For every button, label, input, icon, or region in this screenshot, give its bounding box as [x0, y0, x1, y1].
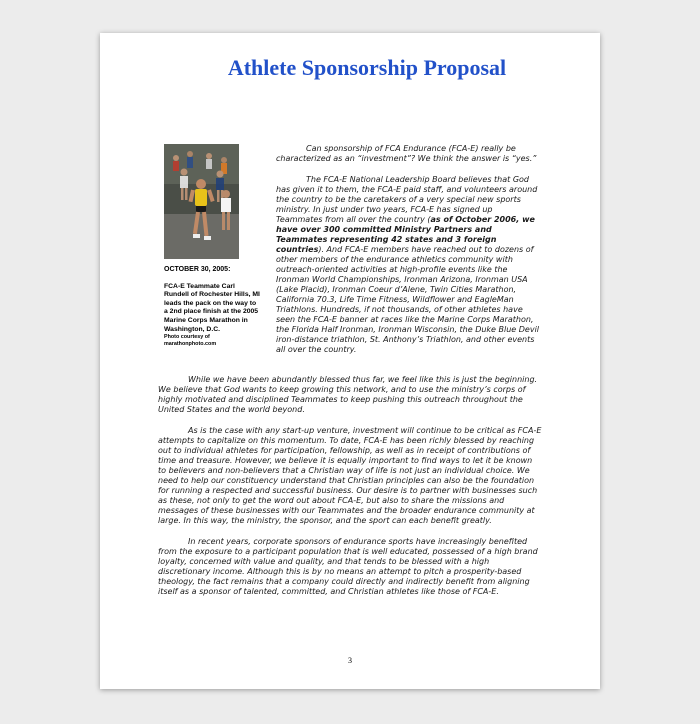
runners-image: [164, 144, 239, 259]
photo-caption: [164, 266, 260, 347]
paragraph-investment-critical: As is the case with any start-up venture, investment will continue to be critical as FCA-E attempts to capitalize on this momentum. To date, FCA-E has been richly blessed by reaching out to individual athletes for participation, fellowship, as well as in receipt of contributions of time and treasure. However, we believe it is equally important to find ways to let it be known to believers and non-believers that a Christian way of life is not just an individual choice. We need to help our constituency understand that Christian principles can also be the foundation for running a respected and successful business. Our desire is to partner with businesses such as these, not only to get the word out about FCA-E, but also to share the missions and messages of these businesses with our Teammates and the broader endurance community at large. In this way, the ministry, the sponsor, and the sport can each benefit greatly.: [158, 426, 542, 525]
paragraph-leadership-board-intro: The FCA-E National Leadership Board believes that God has given it to them, the FCA-E paid staff, and volunteers around the country to be the caretakers of a very special new sports ministry. In just under two years, FCA-E has signed up Teammates from all over the country (: [276, 175, 538, 224]
paragraph-membership-stats: as of October 2006, we have over 300 committed Ministry Partners and Teammates representing 42 states and 3 foreign countries: [276, 215, 535, 254]
paragraph-leadership-board: [276, 175, 541, 355]
document-title: Athlete Sponsorship Proposal: [227, 55, 507, 80]
right-column-text: [276, 144, 541, 366]
marathon-photo: [164, 144, 239, 259]
paragraph-corporate-sponsors: In recent years, corporate sponsors of endurance sports have increasingly benefited from the exposure to a participant population that is well educated, possessed of a high brand loyalty, concerned with value and quality, and that tends to be blessed with a high discretionary income. Although this is by no means an attempt to pitch a prosperity-based theology, the fact remains that a company could directly and indirectly benefit from aligning itself as a sponsor of talented, committed, and Christian athletes like those of FCA-E.: [158, 537, 538, 596]
caption-date: OCTOBER 30, 2005:: [164, 266, 231, 273]
caption-credit: Photo courtesy of marathonphoto.com: [164, 334, 217, 347]
paragraph-leadership-board-events: ). And FCA-E members have reached out to dozens of other members of the endurance athletics community with outreach-oriented activities at high-profile events like the Ironman World Championships, Ironman Arizona, Ironman USA (Lake Placid), Ironman Coeur d’Alene, Twin Cities Marathon, California 70.3, Life Time Fitness, Wildflower and EagleMan Triathlons. Hundreds, if not thousands, of other athletes have seen the FCA-E banner at races like the Marine Corps Marathon, the Florida Half Ironman, Ironman Wisconsin, the Duke Blue Devil iron-distance triathlon, St. Anthony’s Triathlon, and other events all over the country.: [276, 245, 540, 354]
caption-text: FCA-E Teammate Carl Rundell of Rochester Hills, MI leads the pack on the way to a 2nd place finish at the 2005 Marine Corps Marathon in Washington, D.C.: [164, 282, 260, 333]
paragraph-investment: Can sponsorship of FCA Endurance (FCA-E) really be characterized as an “investment”? We think the answer is “yes.”: [276, 144, 537, 163]
document-page: [100, 33, 600, 689]
paragraph-blessed: While we have been abundantly blessed thus far, we feel like this is just the beginning. We believe that God wants to keep growing this network, and to use the ministry’s corps of highly motivated and disciplined Teammates to keep pushing this outreach throughout the United States and the world beyond.: [158, 375, 538, 414]
full-width-text: [158, 375, 542, 608]
page-number: 3: [348, 656, 352, 665]
